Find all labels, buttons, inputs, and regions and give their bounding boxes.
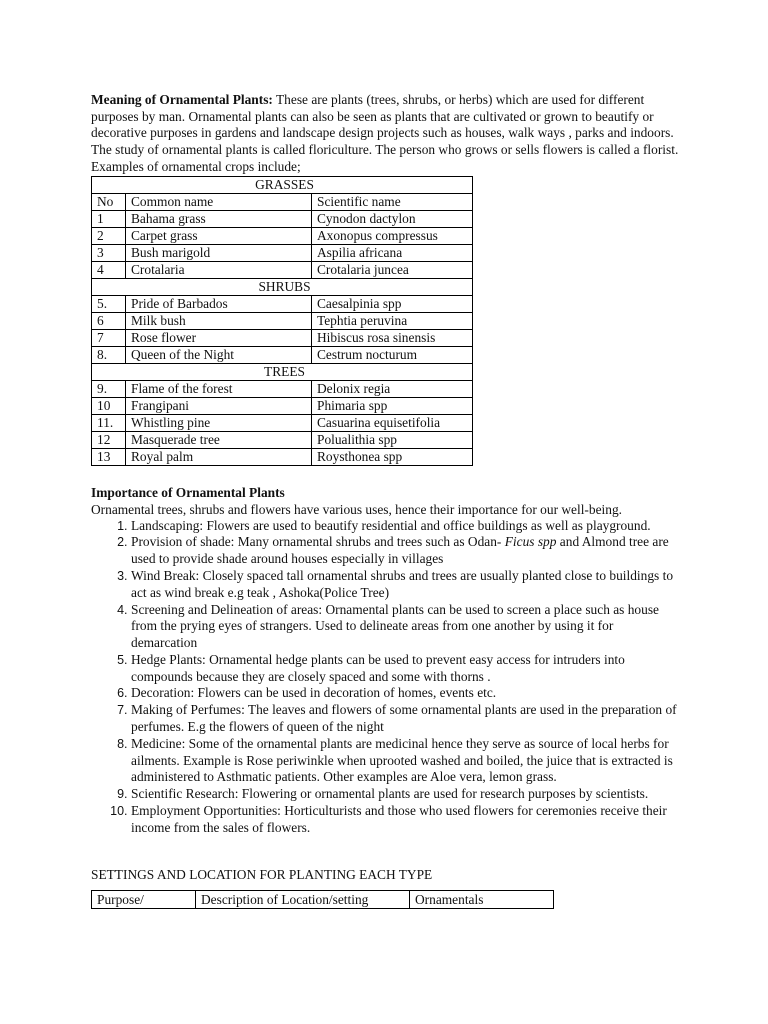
cell-no: 3 [92,244,126,261]
cell-common: Milk bush [126,312,312,329]
list-item-text: Scientific Research: Flowering or ornamental plants are used for research purposes by scientists. [131,786,649,802]
intro-heading: Meaning of Ornamental Plants: [91,92,273,107]
settings-header-ornamentals: Ornamentals [410,890,554,908]
cell-no: 10 [92,397,126,414]
cell-common: Rose flower [126,329,312,346]
table-row [92,380,473,397]
cell-scientific: Aspilia africana [312,244,473,261]
header-scientific: Scientific name [312,193,473,210]
table-row [92,448,473,465]
list-item-italic: Ficus spp [504,534,557,550]
ornamental-plants-table [91,176,473,466]
importance-list [91,518,681,837]
cell-scientific: Phimaria spp [312,397,473,414]
cell-common: Crotalaria [126,261,312,278]
cell-scientific: Caesalpinia spp [312,295,473,312]
cell-scientific: Hibiscus rosa sinensis [312,329,473,346]
cell-scientific: Cynodon dactylon [312,210,473,227]
cell-no: 7 [92,329,126,346]
settings-header-row [92,890,554,908]
settings-heading: SETTINGS AND LOCATION FOR PLANTING EACH TYPE [91,866,433,882]
cell-common: Whistling pine [126,414,312,431]
list-item [131,702,681,736]
section-row [92,278,473,295]
settings-header-purpose: Purpose/ [92,890,196,908]
list-item-text: Wind Break: Closely spaced tall ornamental shrubs and trees are usually planted close to buildings to act as wind break e.g teak , Ashoka(Police Tree) [131,567,674,600]
list-item-tail: and Almond tree are used to provide shade around houses especially in villages [131,534,669,567]
list-item-text: Hedge Plants: Ornamental hedge plants can be used to prevent easy access for intruders into compounds because they are closely spaced and some with thorns . [131,651,625,684]
cell-common: Pride of Barbados [126,295,312,312]
list-item [131,602,681,652]
cell-no: 13 [92,448,126,465]
list-item-text: Screening and Delineation of areas: Ornamental plants can be used to screen a place such as house from the prying eyes of strangers. Used to delineate areas from one another by using it for demarcation [131,601,659,651]
list-item [131,518,681,535]
cell-scientific: Roysthonea spp [312,448,473,465]
list-item [131,652,681,686]
settings-header-description: Description of Location/setting [196,890,410,908]
cell-scientific: Casuarina equisetifolia [312,414,473,431]
cell-common: Frangipani [126,397,312,414]
section-title: SHRUBS [92,278,473,295]
cell-scientific: Tephtia peruvina [312,312,473,329]
list-item [131,803,681,837]
importance-intro: Ornamental trees, shrubs and flowers have various uses, hence their importance for our well-being. [91,501,622,517]
cell-common: Carpet grass [126,227,312,244]
cell-scientific: Cestrum nocturum [312,346,473,363]
table-row [92,261,473,278]
cell-no: 5. [92,295,126,312]
intro-paragraph [91,92,681,176]
section-row [92,363,473,380]
header-common: Common name [126,193,312,210]
table-row [92,414,473,431]
table-row [92,210,473,227]
cell-common: Masquerade tree [126,431,312,448]
list-item [131,534,681,568]
list-item-text: Decoration: Flowers can be used in decoration of homes, events etc. [131,685,497,701]
list-item-text: Landscaping: Flowers are used to beautify residential and office buildings as well as playground. [131,517,651,533]
settings-table [91,890,554,909]
cell-no: 11. [92,414,126,431]
cell-common: Bahama grass [126,210,312,227]
cell-no: 2 [92,227,126,244]
header-no: No [92,193,126,210]
list-item [131,736,681,786]
cell-no: 8. [92,346,126,363]
cell-no: 1 [92,210,126,227]
cell-no: 6 [92,312,126,329]
list-item [131,685,681,702]
table-row [92,329,473,346]
table-row [92,312,473,329]
table-row [92,295,473,312]
intro-text: These are plants (trees, shrubs, or herbs) which are used for different purposes by man. Ornamental plants can also be seen as plants that are cultivated or grown to beautify or decorative purposes in gardens and landscape design projects such as houses, walk ways , parks and indoors. The study of ornamental plants is called floriculture. The person who grows or sells flowers is called a florist. Examples of ornamental crops include; [91,92,679,174]
list-item [131,786,681,803]
cell-common: Bush marigold [126,244,312,261]
table-row [92,244,473,261]
table-header-row [92,193,473,210]
cell-no: 4 [92,261,126,278]
cell-scientific: Delonix regia [312,380,473,397]
section-row [92,176,473,193]
cell-scientific: Polualithia spp [312,431,473,448]
cell-common: Queen of the Night [126,346,312,363]
list-item-text: Making of Perfumes: The leaves and flowers of some ornamental plants are used in the preparation of perfumes. E.g the flowers of queen of the night [131,702,677,735]
importance-heading: Importance of Ornamental Plants [91,484,285,500]
cell-common: Flame of the forest [126,380,312,397]
table-row [92,346,473,363]
list-item-text: Provision of shade: Many ornamental shrubs and trees such as Odan- [131,534,505,550]
cell-scientific: Crotalaria juncea [312,261,473,278]
section-title: GRASSES [92,176,473,193]
cell-no: 9. [92,380,126,397]
list-item-text: Employment Opportunities: Horticulturists and those who used flowers for ceremonies receive their income from the sales of flowers. [131,803,667,835]
section-title: TREES [92,363,473,380]
table-row [92,431,473,448]
cell-scientific: Axonopus compressus [312,227,473,244]
list-item [131,568,681,602]
table-row [92,227,473,244]
cell-no: 12 [92,431,126,448]
cell-common: Royal palm [126,448,312,465]
table-row [92,397,473,414]
list-item-text: Medicine: Some of the ornamental plants are medicinal hence they serve as source of local herbs for ailments. Example is Rose periwinkle when uprooted washed and boiled, the juice that is extracted is administered to Asthmatic patients. Other examples are Aloe vera, lemon grass. [131,735,673,785]
document-page [91,92,681,909]
